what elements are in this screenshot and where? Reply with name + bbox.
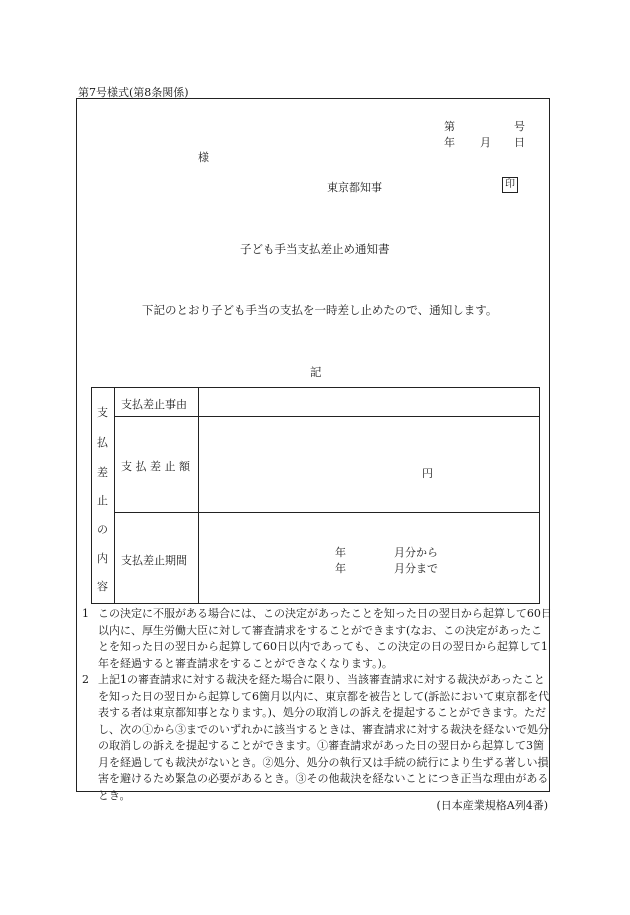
date-month: 月: [480, 136, 491, 149]
seal-stamp: 印: [502, 177, 518, 193]
note-item: [82, 606, 552, 672]
row-label-amount: 支 払 差 止 額: [121, 460, 190, 473]
ki-heading: 記: [310, 365, 322, 379]
footer-spec: (日本産業規格A列4番): [436, 799, 548, 812]
body-text: 下記のとおり子ども手当の支払を一時差し止めたので、通知します。: [142, 303, 498, 317]
table-divider: [114, 416, 539, 417]
date-day: 日: [514, 136, 525, 149]
note-item: [82, 672, 552, 804]
vertical-char: 容: [97, 580, 108, 593]
details-table: [91, 387, 540, 604]
document-title: 子ども手当支払差止め通知書: [240, 242, 390, 256]
date-year: 年: [444, 136, 455, 149]
vertical-char: 差: [97, 466, 108, 479]
period-end-month: 月分まで: [394, 562, 438, 575]
vertical-char: の: [97, 523, 108, 536]
vertical-char: 止: [97, 494, 108, 507]
number-suffix: 号: [514, 120, 525, 133]
amount-unit: 円: [422, 467, 433, 480]
vertical-char: 支: [97, 406, 108, 419]
table-divider: [114, 512, 539, 513]
note-text: この決定に不服がある場合には、この決定があったことを知った日の翌日から起算して60日以内に、厚生労働大臣に対して審査請求をすることができます(なお、この決定があったことを知った日の翌日から起算して60日以内であっても、この決定の日の翌日から起算して1年を経過すると審査請求をすることができなくなります。)。: [98, 607, 552, 670]
row-label-period: 支払差止期間: [121, 554, 187, 567]
issuer-name: 東京都知事: [327, 181, 382, 194]
note-text: 上記1の審査請求に対する裁決を経た場合に限り、当該審査請求に対する裁決があったことを知った日の翌日から起算して6箇月以内に、東京都を被告として(訴訟において東京都を代表する者は東京都知事となります。)、処分の取消しの訴えを提起することができます。ただし、次の①から③までのいずれかに該当するときは、審査請求に対する裁決を経ないで処分の取消しの訴えを提起することができます。①審査請求があった日の翌日から起算して3箇月を経過しても裁決がないとき。②処分、処分の執行又は手続の続行により生ずる著しい損害を避けるため緊急の必要があるとき。③その他裁決を経ないことにつき正当な理由があるとき。: [98, 673, 550, 802]
period-start-month: 月分から: [394, 546, 438, 559]
note-number: 1: [82, 607, 89, 620]
note-number: 2: [82, 673, 89, 686]
table-divider: [198, 388, 199, 603]
form-number-label: 第7号様式(第8条関係): [78, 86, 189, 99]
period-start-year: 年: [335, 546, 346, 559]
vertical-char: 払: [97, 436, 108, 449]
row-label-reason: 支払差止事由: [121, 398, 187, 411]
number-prefix: 第: [444, 120, 455, 133]
period-end-year: 年: [335, 562, 346, 575]
recipient-suffix: 様: [198, 151, 209, 164]
table-divider: [114, 388, 115, 603]
vertical-label: [92, 388, 114, 603]
vertical-char: 内: [97, 552, 108, 565]
